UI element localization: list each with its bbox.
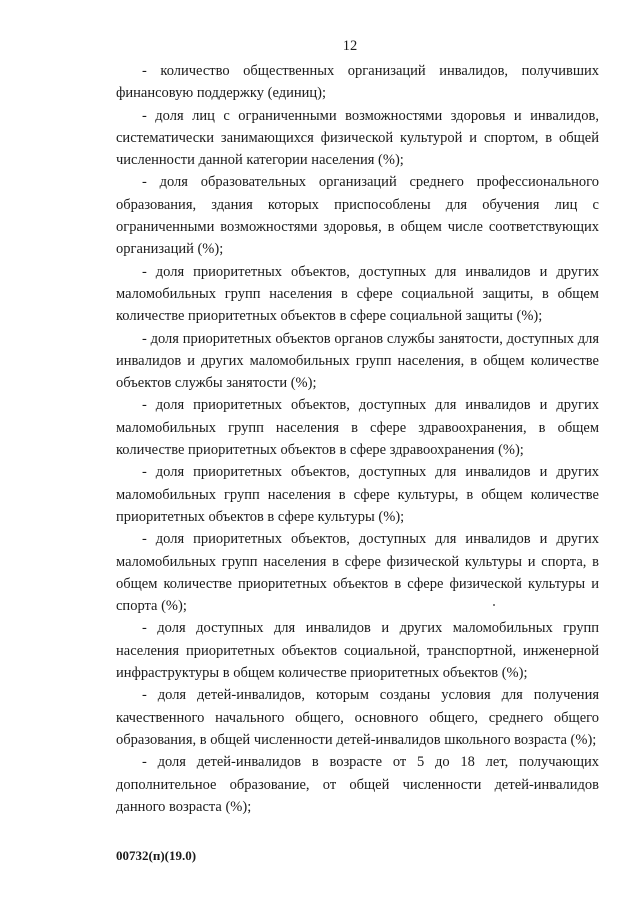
scan-speck	[493, 604, 495, 606]
paragraph-5: - доля приоритетных объектов органов службы занятости, доступных для инвалидов и других маломобильных групп населения, в общем количестве объектов службы занятости (%);	[116, 330, 599, 392]
paragraph-11: - доля детей-инвалидов в возрасте от 5 до 18 лет, получающих дополнительное образование, от общей численности детей-инвалидов данного возраста (%);	[116, 754, 599, 815]
paragraph-1: - количество общественных организаций инвалидов, получивших финансовую поддержку (единиц);	[116, 63, 599, 102]
paragraph-2: - доля лиц с ограниченными возможностями здоровья и инвалидов, систематически занимающихся физической культурой и спортом, в общей численности данной категории населения (%);	[116, 107, 599, 169]
page-number: 12	[342, 38, 358, 54]
paragraph-9: - доля доступных для инвалидов и других маломобильных групп населения приоритетных объектов социальной, транспортной, инженерной инфраструктуры в общем количестве приоритетных объектов (%);	[116, 620, 599, 682]
paragraph-3: - доля образовательных организаций среднего профессионального образования, здания которых приспособлены для обучения лиц с ограниченными возможностями здоровья, в общем числе соответствующих организаций (%);	[116, 174, 599, 258]
paragraph-10: - доля детей-инвалидов, которым созданы условия для получения качественного начального общего, основного общего, среднего общего образования, в общей численности детей-инвалидов школьного возраста (%);	[116, 687, 599, 748]
paragraph-6: - доля приоритетных объектов, доступных для инвалидов и других маломобильных групп населения в сфере здравоохранения, в общем количестве приоритетных объектов в сфере здравоохранения (%);	[116, 397, 599, 459]
paragraph-4: - доля приоритетных объектов, доступных для инвалидов и других маломобильных групп населения в сфере социальной защиты, в общем количестве приоритетных объектов в сфере социальной защиты (%);	[116, 263, 599, 325]
footer-document-code: 00732(п)(19.0)	[116, 848, 197, 863]
paragraph-7: - доля приоритетных объектов, доступных для инвалидов и других маломобильных групп населения в сфере культуры, в общем количестве приоритетных объектов в сфере культуры (%);	[116, 464, 599, 525]
document-body	[116, 60, 599, 818]
paragraph-8: - доля приоритетных объектов, доступных для инвалидов и других маломобильных групп населения в сфере физической культуры и спорта, в общем количестве приоритетных объектов в сфере физической культуры и спорта (%);	[116, 531, 599, 615]
